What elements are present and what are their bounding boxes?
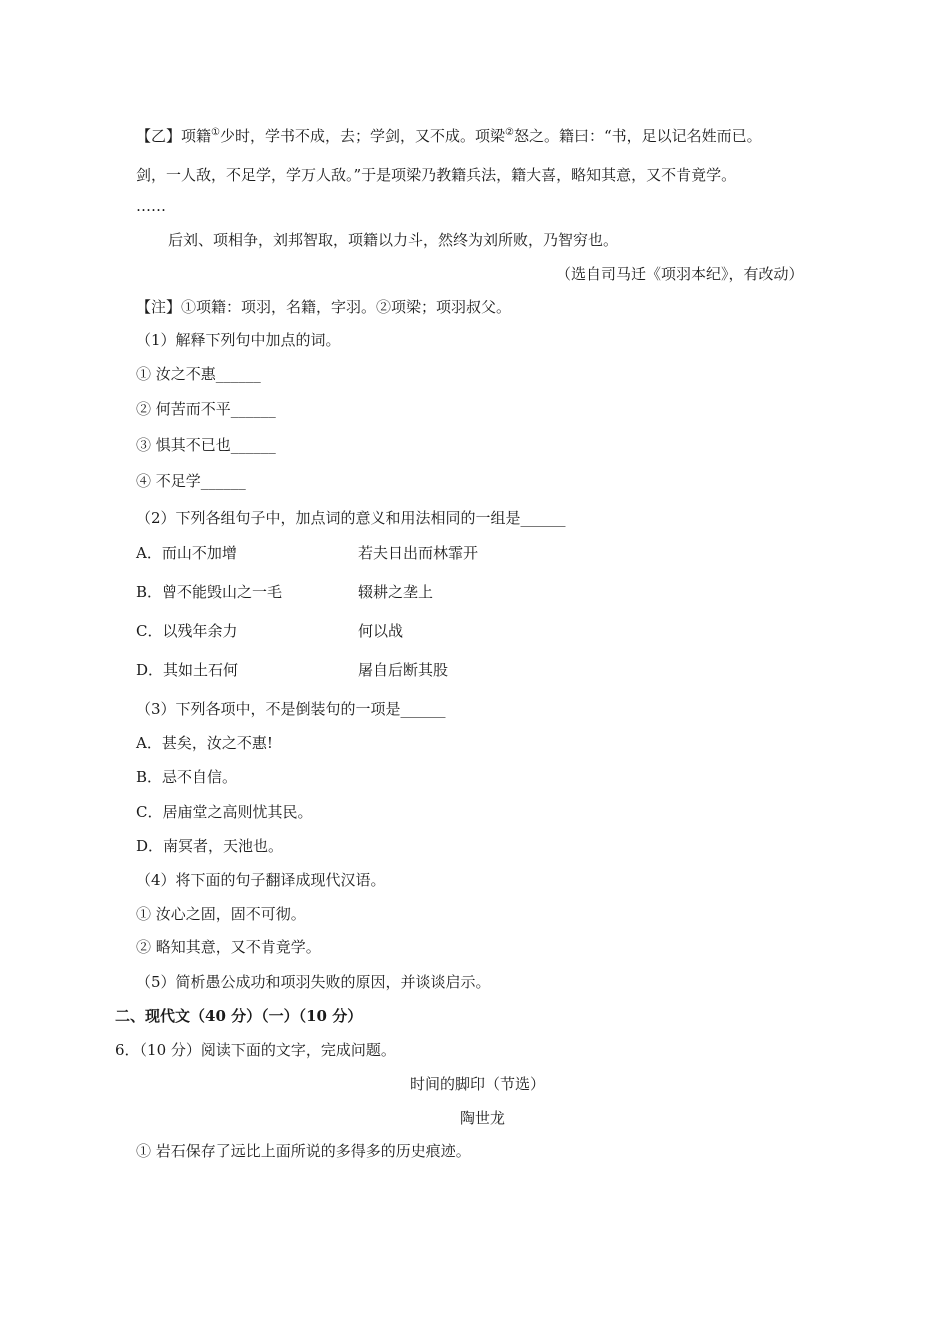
article-author: 陶世龙 (460, 1109, 506, 1127)
q4-item: ② 略知其意，又不肯竟学。 (136, 938, 321, 956)
q2-stem: （2）下列各组句子中，加点词的意义和用法相同的一组是______ (136, 509, 566, 527)
q2-option-a-right: 若夫日出而林霏开 (358, 544, 479, 562)
passage-line-1: 【乙】项籍①少时，学书不成，去；学剑，又不成。项梁②怒之。籍曰：“书，足以记名姓而已。 (136, 127, 762, 145)
footnote-mark-2: ② (505, 127, 514, 138)
q1-item: ④ 不足学______ (136, 472, 246, 490)
q2-option-b-right: 辍耕之垄上 (358, 583, 434, 601)
q2-option-b: B．曾不能毁山之一毛 (136, 583, 283, 601)
q1-item: ③ 惧其不已也______ (136, 436, 276, 454)
q2-option-a: A．而山不加增 (136, 544, 237, 562)
q3-option-d: D．南冥者，天池也。 (136, 837, 284, 855)
passage-line-3: 后刘、项相争，刘邦智取，项籍以力斗，然终为刘所败，乃智穷也。 (168, 231, 619, 249)
q2-option-d: D．其如土石何 (136, 661, 239, 679)
section-heading: 二、现代文（40 分）（一）（10 分） (115, 1007, 363, 1025)
q3-option-c: C．居庙堂之高则忧其民。 (136, 803, 313, 821)
q2-option-d-right: 屠自后断其股 (358, 661, 449, 679)
q1-item: ② 何苦而不平______ (136, 400, 276, 418)
q1-stem: （1）解释下列句中加点的词。 (136, 331, 341, 349)
passage-source: （选自司马迁《项羽本纪》，有改动） (556, 265, 804, 283)
q6-stem: 6．（10 分）阅读下面的文字，完成问题。 (115, 1041, 396, 1059)
q1-item: ① 汝之不惠______ (136, 365, 261, 383)
passage-ellipsis: …… (136, 197, 166, 215)
q4-stem: （4）将下面的句子翻译成现代汉语。 (136, 871, 386, 889)
passage-note: 【注】①项籍：项羽，名籍，字羽。②项梁；项羽叔父。 (136, 298, 512, 316)
q4-item: ① 汝心之固，固不可彻。 (136, 905, 306, 923)
q3-option-b: B．忌不自信。 (136, 768, 238, 786)
q5-stem: （5）简析愚公成功和项羽失败的原因，并谈谈启示。 (136, 973, 491, 991)
footnote-mark-1: ① (211, 127, 220, 138)
q3-stem: （3）下列各项中，不是倒装句的一项是______ (136, 700, 446, 718)
q2-option-c: C．以残年余力 (136, 622, 238, 640)
article-paragraph-1: ① 岩石保存了远比上面所说的多得多的历史痕迹。 (136, 1142, 471, 1160)
article-title: 时间的脚印（节选） (410, 1075, 546, 1093)
q3-option-a: A．甚矣，汝之不惠! (136, 734, 273, 752)
q2-option-c-right: 何以战 (358, 622, 404, 640)
passage-line-2: 剑，一人敌，不足学，学万人敌。”于是项梁乃教籍兵法，籍大喜，略知其意，又不肯竟学。 (136, 166, 737, 184)
